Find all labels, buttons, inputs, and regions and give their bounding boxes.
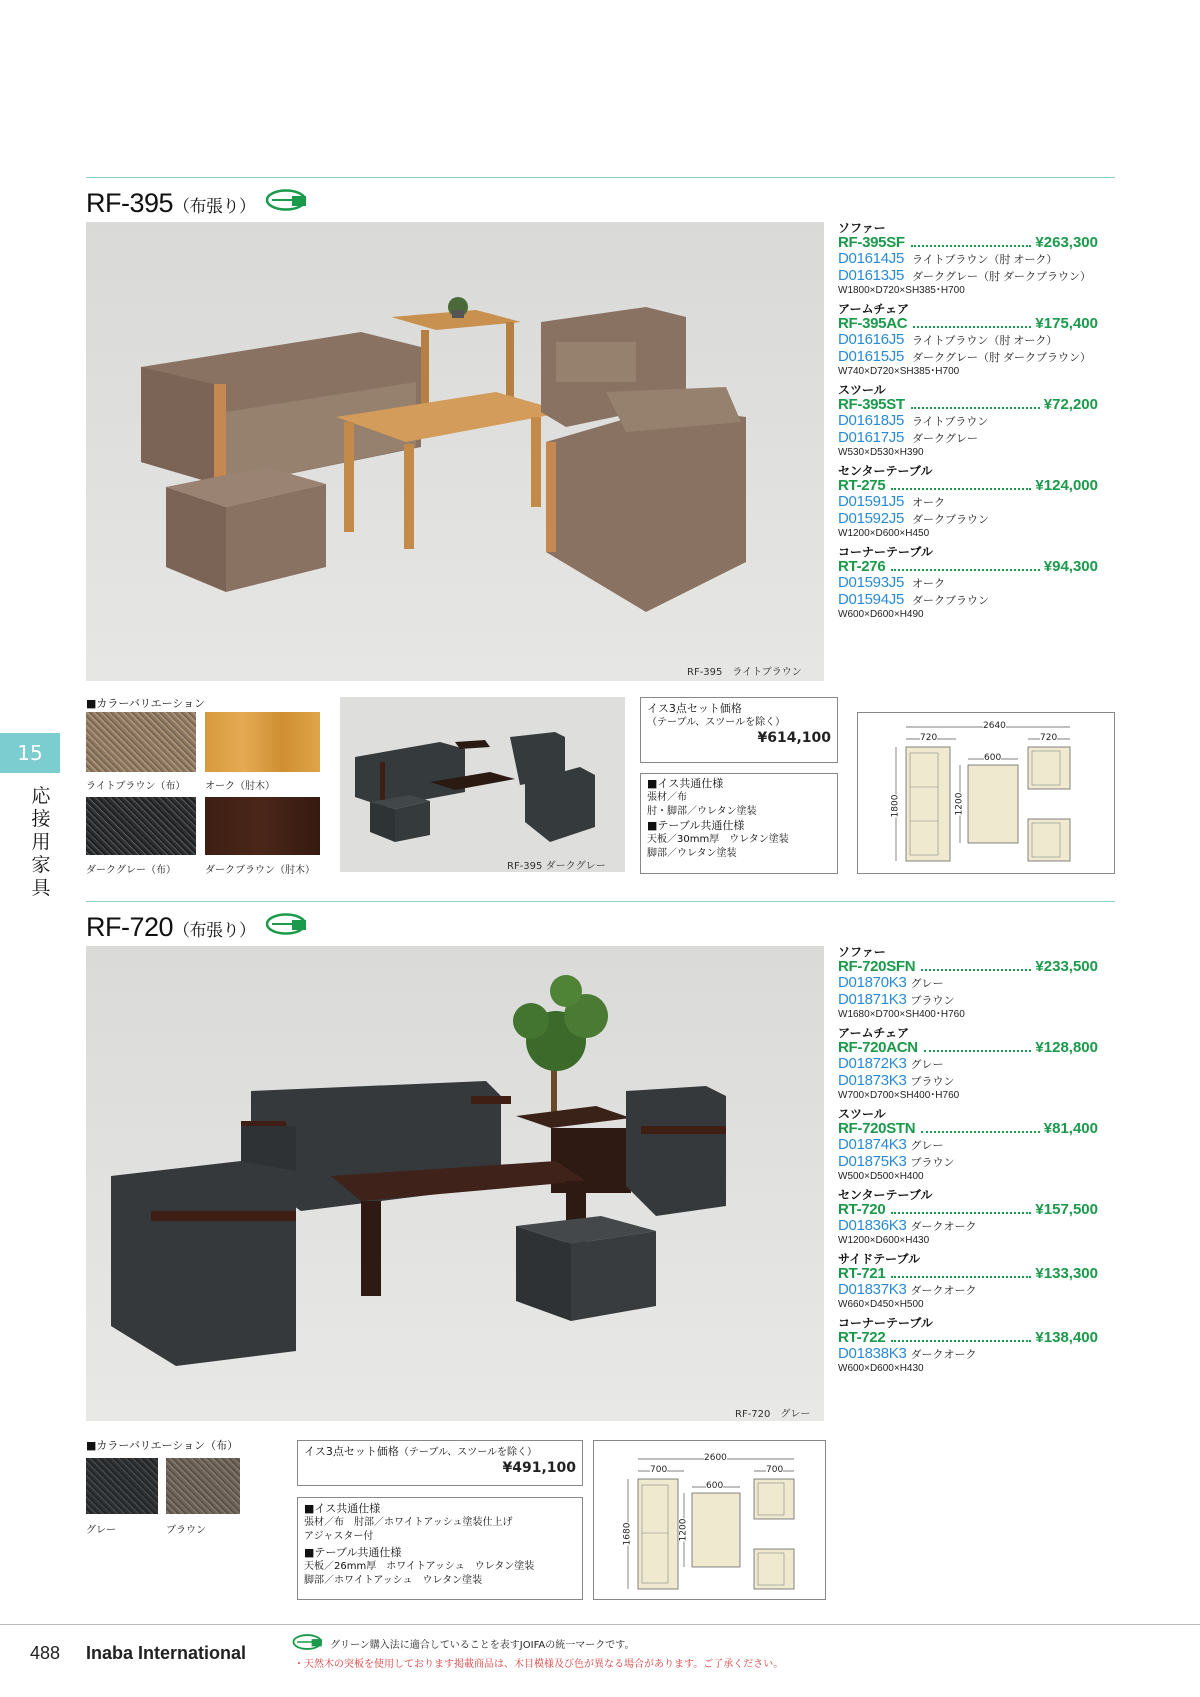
spec-list-rf720 [838,946,1098,1381]
model-number: RF-720SFN [838,958,916,975]
swatch-brown [166,1458,240,1514]
model-number: RF-395AC [838,315,908,332]
dimensions: W500×D500×H400 [838,1171,924,1182]
price: ¥128,800 [1035,1039,1098,1056]
product-photo-rf720 [86,946,824,1421]
product-code: D01871K3 [838,991,907,1008]
spec-category: ソファー [838,945,886,959]
model-number: RF-395SF [838,234,905,251]
price: ¥133,300 [1035,1265,1098,1282]
dimensions: W1800×D720×SH385･H700 [838,285,965,296]
spec-group [838,222,1098,297]
dim-left: 720 [920,733,938,743]
swatch-dark-brown [205,797,320,855]
dim-table-w: 600 [984,753,1002,763]
dim-total: 2640 [983,721,1006,731]
section-title-rf720: RF-720（布張り） [86,912,256,942]
product-code: D01874K3 [838,1136,907,1153]
section-divider [86,177,1115,178]
spec-category: サイドテーブル [838,1252,921,1266]
product-thumb-rf395-darkgray [340,697,625,872]
common-spec-box [297,1497,583,1600]
spec-group [838,546,1098,621]
spec-category: コーナーテーブル [838,1316,933,1330]
price: ¥233,500 [1035,958,1098,975]
spec-category: ソファー [838,221,886,235]
dimensions: W1200×D600×H450 [838,528,930,539]
model-number: RF-720STN [838,1120,916,1137]
product-code: D01593J5 [838,574,904,591]
product-code: D01837K3 [838,1281,907,1298]
brand-name: Inaba International [86,1643,247,1663]
spec-group [838,1189,1098,1247]
common-spec-box [640,773,838,874]
dimensions: W700×D700×SH400･H760 [838,1090,960,1101]
color-name: ブラウン [910,1157,955,1169]
swatch-light-brown [86,712,196,772]
spec-category: アームチェア [838,302,910,316]
chair-spec-title: ■イス共通仕様 [647,777,724,790]
color-name: ダークグレー [912,433,978,445]
price: ¥175,400 [1035,315,1098,332]
dim-table-w: 600 [706,1481,724,1491]
color-name: ブラウン [910,995,955,1007]
color-name: ダークグレー（肘 ダークブラウン） [912,352,1092,364]
product-code: D01838K3 [838,1345,907,1362]
set-price-note: （テーブル、スツールを除く） [398,1447,537,1458]
product-code: D01875K3 [838,1153,907,1170]
price: ¥81,400 [1043,1120,1098,1137]
color-name: ダークオーク [910,1285,977,1297]
color-name: ライトブラウン（肘 オーク） [912,335,1058,347]
color-name: ダークブラウン [912,595,989,607]
spec-group [838,946,1098,1021]
set-price: ¥491,100 [502,1460,576,1476]
spec-group [838,384,1098,459]
spec-line: 脚部／ウレタン塗装 [647,848,737,859]
spec-line: 張材／布 [647,792,687,803]
model-number: RT-275 [838,477,886,494]
spec-line: 張材／布 肘部／ホワイトアッシュ塗装仕上げ [304,1517,513,1528]
set-price-box [297,1440,583,1486]
thumb-caption: RF-395 ダークグレー [507,861,606,872]
swatch-label: ダークブラウン（肘木） [205,865,315,876]
layout-diagram-rf720 [593,1440,826,1600]
color-name: ブラウン [910,1076,955,1088]
price: ¥157,500 [1035,1201,1098,1218]
color-name: ダークオーク [910,1221,977,1233]
product-code: D01615J5 [838,348,904,365]
wood-veneer-note: ・天然木の突板を使用しております掲載商品は、木目模様及び色が異なる場合があります。ご了承ください。 [294,1659,784,1670]
spec-group [838,1253,1098,1311]
page-number: 488 [30,1643,61,1663]
chair-spec-title: ■イス共通仕様 [304,1502,381,1515]
spec-category: スツール [838,383,886,397]
color-name: ライトブラウン [912,416,989,428]
color-name: ダークブラウン [912,514,989,526]
price: ¥72,200 [1043,396,1098,413]
color-name: ライトブラウン（肘 オーク） [912,254,1058,266]
model-number: RF-395ST [838,396,905,413]
photo-caption: RF-395 ライトブラウン [687,667,802,678]
color-variation-title: ■カラーバリエーション（布） [86,1439,239,1452]
dim-right: 700 [766,1465,784,1475]
spec-category: スツール [838,1107,886,1121]
dim-total: 2600 [704,1453,727,1463]
product-code: D01617J5 [838,429,904,446]
product-code: D01591J5 [838,493,904,510]
color-name: グレー [910,1140,944,1152]
product-code: D01594J5 [838,591,904,608]
green-mark-icon [266,189,308,211]
price: ¥138,400 [1035,1329,1098,1346]
product-code: D01614J5 [838,250,904,267]
dimensions: W740×D720×SH385･H700 [838,366,960,377]
spec-group [838,1317,1098,1375]
model-number: RT-722 [838,1329,886,1346]
price: ¥263,300 [1035,234,1098,251]
model-number: RF-720ACN [838,1039,918,1056]
price: ¥94,300 [1043,558,1098,575]
swatch-label: ダークグレー（布） [86,865,176,876]
dim-depth: 1680 [622,1522,633,1546]
product-code: D01836K3 [838,1217,907,1234]
spec-group [838,1108,1098,1183]
chapter-number: 15 [17,741,43,765]
swatch-oak [205,712,320,772]
table-spec-title: ■テーブル共通仕様 [304,1546,402,1559]
color-name: グレー [910,1059,944,1071]
swatch-gray [86,1458,158,1514]
dimensions: W530×D530×H390 [838,447,924,458]
swatch-label: グレー [86,1525,116,1536]
dimensions: W600×D600×H490 [838,609,924,620]
color-variation-title: ■カラーバリエーション [86,697,206,710]
section-divider [86,901,1115,902]
set-price-label: イス3点セット価格 [304,1445,399,1458]
product-code: D01613J5 [838,267,904,284]
swatch-label: ライトブラウン（布） [86,781,186,792]
spec-category: コーナーテーブル [838,545,933,559]
spec-line: 天板／30mm厚 ウレタン塗装 [647,834,789,845]
spec-category: センターテーブル [838,464,933,478]
spec-group [838,465,1098,540]
product-code: D01870K3 [838,974,907,991]
spec-group [838,303,1098,378]
dimensions: W1200×D600×H430 [838,1235,930,1246]
product-photo-rf395 [86,222,824,681]
dimensions: W600×D600×H430 [838,1363,924,1374]
section-title-rf395: RF-395（布張り） [86,188,256,218]
product-code: D01592J5 [838,510,904,527]
color-name: オーク [912,497,945,509]
spec-line: アジャスター付 [304,1531,374,1542]
model-number: RT-721 [838,1265,886,1282]
spec-category: センターテーブル [838,1188,933,1202]
color-name: ダークグレー（肘 ダークブラウン） [912,271,1092,283]
chapter-label: 応接用家具 [31,785,51,899]
set-price-box [640,697,838,763]
color-name: オーク [912,578,945,590]
product-code: D01618J5 [838,412,904,429]
spec-line: 脚部／ホワイトアッシュ ウレタン塗装 [304,1575,483,1586]
dim-table-d: 1200 [678,1518,689,1542]
swatch-dark-gray [86,797,196,855]
set-price: ¥614,100 [757,730,831,746]
product-code: D01873K3 [838,1072,907,1089]
dimensions: W660×D450×H500 [838,1299,924,1310]
green-mark-icon [292,1634,324,1650]
green-mark-note: グリーン購入法に適合していることを表すJOIFAの統一マークです。 [330,1640,635,1651]
price: ¥124,000 [1035,477,1098,494]
dim-left: 700 [650,1465,668,1475]
layout-diagram-rf395 [857,712,1115,874]
model-number: RT-276 [838,558,886,575]
product-code: D01872K3 [838,1055,907,1072]
dimensions: W1680×D700×SH400･H760 [838,1009,965,1020]
green-mark-icon [266,913,308,935]
footer-divider [0,1624,1200,1625]
spec-group [838,1027,1098,1102]
dim-depth: 1800 [890,794,901,818]
set-price-label: イス3点セット価格 [647,702,742,715]
product-code: D01616J5 [838,331,904,348]
color-name: ダークオーク [910,1349,977,1361]
color-name: グレー [910,978,944,990]
chapter-tab [0,733,60,773]
table-spec-title: ■テーブル共通仕様 [647,819,745,832]
spec-list-rf395 [838,222,1098,627]
spec-category: アームチェア [838,1026,910,1040]
dim-table-d: 1200 [954,792,965,816]
dim-right: 720 [1040,733,1058,743]
spec-line: 肘・脚部／ウレタン塗装 [647,806,757,817]
spec-line: 天板／26mm厚 ホワイトアッシュ ウレタン塗装 [304,1561,535,1572]
swatch-label: ブラウン [166,1525,206,1536]
model-number: RT-720 [838,1201,886,1218]
swatch-label: オーク（肘木） [205,781,275,792]
photo-caption: RF-720 グレー [735,1409,811,1420]
set-price-note: （テーブル、スツールを除く） [647,717,786,728]
